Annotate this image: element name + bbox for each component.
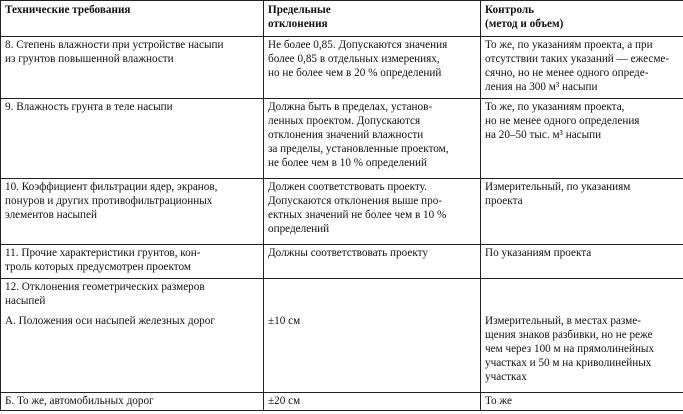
requirement-cell: 11. Прочие характеристики грунтов, кон- троль которых предусмотрен проектом bbox=[1, 245, 264, 279]
table-row bbox=[1, 99, 683, 179]
requirement-cell: 9. Влажность грунта в теле насыпи bbox=[1, 99, 264, 179]
table-row bbox=[1, 279, 683, 393]
deviation-cell: Должны соответствовать проекту bbox=[264, 245, 481, 279]
deviation-cell: Должна быть в пределах, установ- ленных проектом. Допускаются отклонения значений влажности за пределы, установленные проектом, не более чем в 10 % определений bbox=[264, 99, 481, 179]
control-cell: То же, по указаниям проекта, а при отсутствии таких указаний — ежесме- сячно, но не менее одного опреде- ления на 300 м³ насыпи bbox=[481, 37, 683, 99]
table-row bbox=[1, 245, 683, 279]
header-control: Контроль (метод и объем) bbox=[481, 1, 683, 37]
requirement-cell: 12. Отклонения геометрических размеров насыпей А. Положения оси насыпей железных дорог bbox=[1, 279, 264, 393]
control-cell: Измерительный, по указаниям проекта bbox=[481, 179, 683, 245]
header-deviations: Предельные отклонения bbox=[264, 1, 481, 37]
control-cell: Измерительный, в местах разме- щения знаков разбивки, но не реже чем через 100 м на прямолинейных участках и 50 м на криволинейных участках bbox=[481, 279, 683, 393]
deviation-cell: Не более 0,85. Допускаются значения более 0,85 в отдельных измерениях, но не более чем в 20 % определений bbox=[264, 37, 481, 99]
requirement-cell: 10. Коэффициент фильтрации ядер, экранов, понуров и других противофильтрационных элементов насыпей bbox=[1, 179, 264, 245]
deviation-cell: ±10 см bbox=[264, 279, 481, 393]
table-row bbox=[1, 37, 683, 99]
control-cell: То же, по указаниям проекта, но не менее одного определения на 20–50 тыс. м³ насыпи bbox=[481, 99, 683, 179]
control-cell: По указаниям проекта bbox=[481, 245, 683, 279]
header-requirements: Технические требования bbox=[1, 1, 264, 37]
table-header-row bbox=[1, 1, 683, 37]
table-row bbox=[1, 179, 683, 245]
control-cell: То же bbox=[481, 393, 683, 411]
table-row bbox=[1, 393, 683, 411]
deviation-cell: Должен соответствовать проекту. Допускаются отклонения выше про- ектных значений не более чем в 10 % определений bbox=[264, 179, 481, 245]
requirement-cell: 8. Степень влажности при устройстве насыпи из грунтов повышенной влажности bbox=[1, 37, 264, 99]
deviation-cell: ±20 см bbox=[264, 393, 481, 411]
requirement-cell: Б. То же, автомобильных дорог bbox=[1, 393, 264, 411]
